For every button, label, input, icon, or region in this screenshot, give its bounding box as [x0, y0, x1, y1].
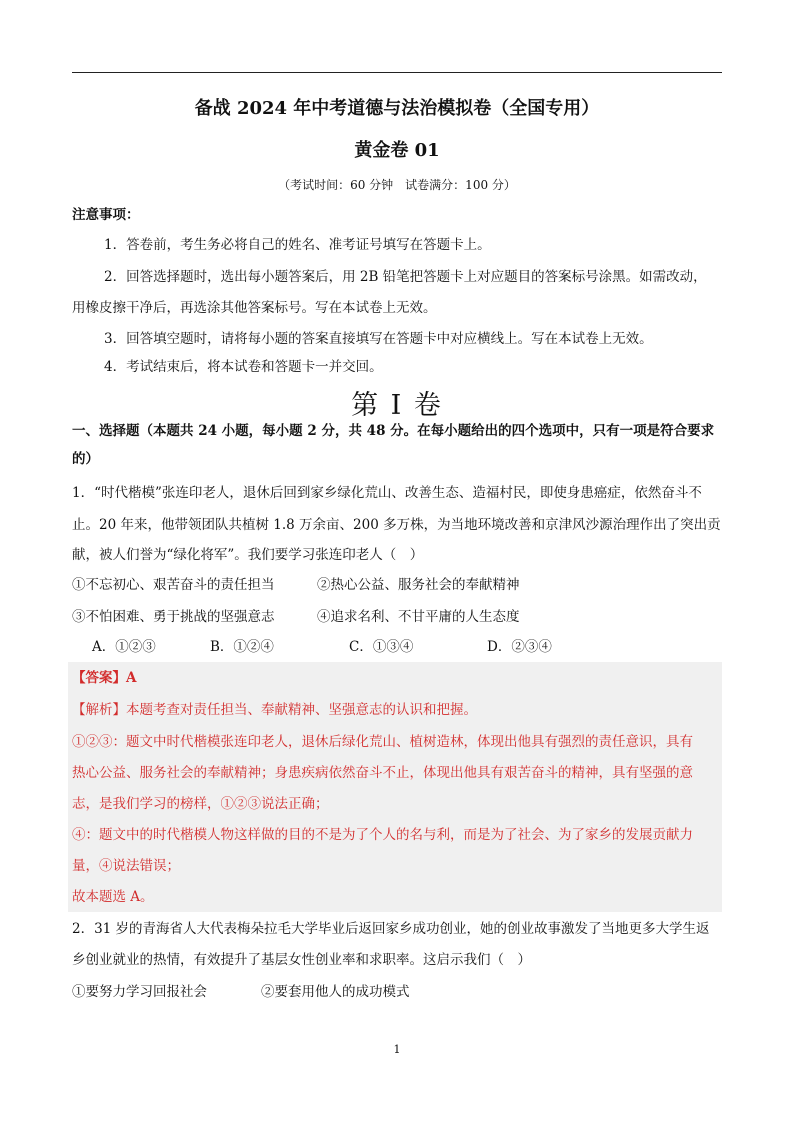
notice-item-3: 3．回答填空题时，请将每小题的答案直接填写在答题卡中对应横线上。写在本试卷上无效。: [104, 331, 653, 347]
q2-line-1: 2．31 岁的青海省人大代表梅朵拉毛大学毕业后返回家乡成功创业，她的创业故事激发了当地更多大学生返: [72, 921, 710, 937]
notice-item-4: 4．考试结束后，将本试卷和答题卡一并交回。: [104, 359, 383, 375]
part1-heading: 一、选择题（本题共 24 小题，每小题 2 分，共 48 分。在每小题给出的四个选项中，只有一项是符合要求: [72, 423, 715, 439]
exam-subtitle: 黄金卷 01: [354, 140, 440, 161]
exam-title: 备战 2024 年中考道德与法治模拟卷（全国专用）: [194, 98, 600, 119]
q1-option-c: C．①③④: [349, 639, 414, 655]
analysis-detail-1: ①②③：题文中时代楷模张连印老人，退休后绿化荒山、植树造林，体现出他具有强烈的责任意识，具有: [72, 734, 693, 750]
header-rule: [72, 72, 722, 73]
exam-info: （考试时间：60 分钟 试卷满分：100 分）: [278, 178, 516, 192]
notice-item-2-cont: 用橡皮擦干净后，再选涂其他答案标号。写在本试卷上无效。: [72, 300, 437, 316]
q1-option-d: D．②③④: [487, 639, 552, 655]
analysis-detail-3: 志，是我们学习的榜样，①②③说法正确；: [72, 796, 329, 812]
analysis-detail-2: 热心公益、服务社会的奉献精神；身患疾病依然奋斗不止，体现出他具有艰苦奋斗的精神，具有坚强的意: [72, 765, 693, 781]
analysis-detail-4: ④：题文中的时代楷模人物这样做的目的不是为了个人的名与利，而是为了社会、为了家乡的发展贡献力: [72, 827, 693, 843]
notice-item-2: 2．回答选择题时，选出每小题答案后，用 2B 铅笔把答题卡上对应题目的答案标号涂黑。如需改动，: [104, 269, 707, 285]
q1-statement-1: ①不忘初心、艰苦奋斗的责任担当: [72, 577, 275, 593]
q2-statement-2: ②要套用他人的成功模式: [261, 984, 410, 1000]
page-number: 1: [393, 1043, 401, 1056]
analysis-line: 【解析】本题考查对责任担当、奉献精神、坚强意志的认识和把握。: [72, 702, 477, 718]
q2-statement-1: ①要努力学习回报社会: [72, 984, 207, 1000]
q2-line-2: 乡创业就业的热情，有效提升了基层女性创业率和求职率。这启示我们（ ）: [72, 952, 531, 968]
q1-statement-2: ②热心公益、服务社会的奉献精神: [317, 577, 520, 593]
section-title: 第 I 卷: [351, 390, 443, 421]
part1-heading-cont: 的）: [72, 451, 99, 467]
q1-line-2: 止。20 年来，他带领团队共植树 1.8 万余亩、200 多万株，为当地环境改善和京津风沙源治理作出了突出贡: [72, 517, 721, 533]
q1-statement-4: ④追求名利、不甘平庸的人生态度: [317, 609, 520, 625]
notice-heading: 注意事项：: [72, 207, 140, 223]
q1-option-a: A．①②③: [92, 639, 156, 655]
q1-statement-3: ③不怕困难、勇于挑战的坚强意志: [72, 609, 275, 625]
q1-line-1: 1．“时代楷模”张连印老人，退休后回到家乡绿化荒山、改善生态、造福村民，即使身患癌症，依然奋斗不: [72, 485, 702, 501]
q1-option-b: B．①②④: [210, 639, 274, 655]
answer-line: 【答案】A: [72, 670, 137, 686]
q1-line-3: 献，被人们誉为“绿化将军”。我们要学习张连印老人（ ）: [72, 547, 424, 563]
notice-item-1: 1．答卷前，考生务必将自己的姓名、准考证号填写在答题卡上。: [104, 237, 491, 253]
analysis-detail-5: 量，④说法错误；: [72, 858, 180, 874]
analysis-detail-6: 故本题选 A。: [72, 889, 154, 905]
